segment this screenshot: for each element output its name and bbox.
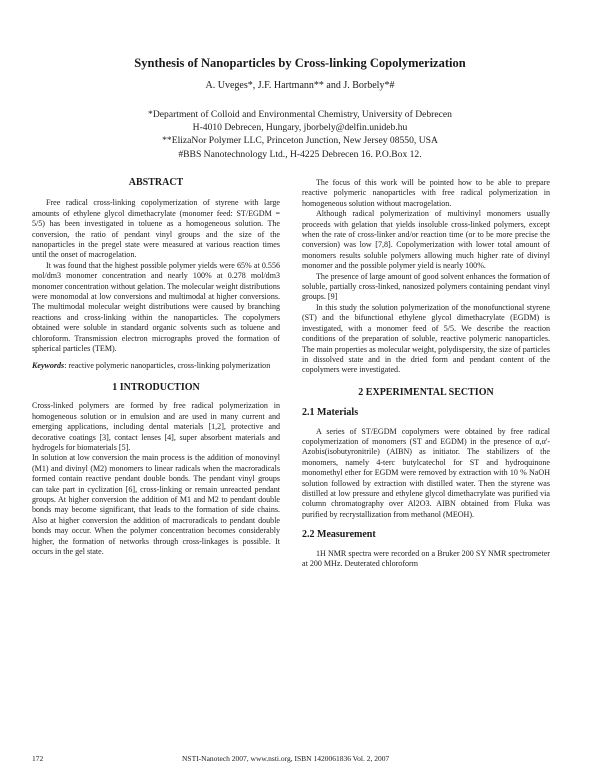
keywords [32, 361, 280, 371]
section-heading-experimental: 2 EXPERIMENTAL SECTION [358, 386, 494, 398]
keywords-label: Keywords [32, 360, 65, 370]
subsection-heading-materials: 2.1 Materials [302, 407, 359, 419]
intro-paragraph: In solution at low conversion the main process is the addition of monovinyl (M1) and divinyl (M2) monomers to linear radicals when the macroradicals formed contain reactive pendant double bonds. The pendant vinyl groups can take part in cyclization [6], cross-linking or remain unreacted pendant groups. At higher conversion the addition of M1 and M2 to pendant double bonds may become significant, that leads to the formation of side chains. Also at higher conversion the addition of macroradicals to pendant double bonds may occur. When the polymer concentration becomes considerably higher, the formation of networks through cross-linkages is possible. It occurs in the gel state. [32, 453, 280, 556]
body-paragraph: The focus of this work will be pointed how to be able to prepare reactive polymeric nanoparticles with free radical polymerization in homogeneous solution without macrogelation. [302, 178, 550, 208]
keywords-text: : reactive polymeric nanoparticles, cross-linking polymerization [64, 360, 271, 370]
abstract-paragraph: It was found that the highest possible polymer yields were 65% at 0.556 mol/dm3 monomer concentration and nearly 100% at 0.278 mol/dm3 monomer concentration without gelation. The molecular weight distributions were monomodal at low conversions and multimodal at higher conversions. The multimodal molecular weight distributions were caused by branching reactions and cross-linking within the nanoparticles. The copolymers obtained were soluble in standard organic solvents such as toluene and chloroform. Transmission electron micrographs proved the formation of spherical particles (TEM). [32, 260, 280, 354]
body-paragraph: In this study the solution polymerization of the monofunctional styrene (ST) and the bifunctional ethylene glycol dimethacrylate (EGDM) is investigated, with a monomer feed of 5/5. We describe the reaction conditions of the preparation of soluble, reactive polymeric nanoparticles. The main properties as molecular weight, polydispersity, the size of particles in dissolved state and in the dried form and pendant content of the copolymers were investigated. [302, 302, 550, 375]
footer-citation: NSTI-Nanotech 2007, www.nsti.org, ISBN 1420061836 Vol. 2, 2007 [182, 754, 390, 763]
materials-paragraph: A series of ST/EGDM copolymers were obtained by free radical copolymerization of monomers (ST and EGDM) in the presence of α,α'- Azobis(isobutyronitrile) (AIBN) as initiator. The stabilizers of the monomers, namely 4-terc butylcatechol for ST and hydroquinone monomethyl ether for EGDM were removed by extraction with 10 % NaOH solution followed by extraction with distilled water. Then the styrene was distilled at low pressure and ethylene glycol dimethacrylate was purified via column chromatography over Al2O3. AIBN obtained from Fluka was purified by recrystallization from methanol (MEOH). [302, 426, 550, 519]
affiliations [0, 108, 600, 161]
measurement-paragraph: 1H NMR spectra were recorded on a Bruker 200 SY NMR spectrometer at 200 MHz. Deuterated chloroform [302, 548, 550, 568]
section-heading-introduction: 1 INTRODUCTION [112, 381, 200, 393]
body-paragraph: Although radical polymerization of multivinyl monomers usually proceeds with gelation that yields insoluble cross-linked polymers, except when the rate of cross-linker and/or reaction time (or to be more precise the conversion) was low [7,8]. Copolymerization with lower total amount of monomers results soluble polymers allowing much higher rate of divinyl monomer and the possible polymer yield is nearly 100%. [302, 209, 550, 271]
paper-title: Synthesis of Nanoparticles by Cross-linking Copolymerization [134, 56, 466, 70]
subsection-heading-measurement: 2.2 Measurement [302, 529, 376, 541]
affiliation-line: **ElizaNor Polymer LLC, Princeton Junction, New Jersey 08550, USA [162, 135, 438, 147]
left-column [32, 178, 280, 557]
abstract-paragraph: Free radical cross-linking copolymerization of styrene with large amounts of ethylene glycol dimethacrylate (monomer feed: ST/EGDM = 5/5) has been investigated in toluene as a homogeneous solution. The conversion, the ratio of pendant vinyl groups and the size of the nanoparticles in the pregel state were measured at various reaction times until the onset of macrogelation. [32, 198, 280, 260]
abstract-heading: ABSTRACT [128, 177, 184, 188]
affiliation-line: #BBS Nanotechnology Ltd., H-4225 Debrecen 16. P.O.Box 12. [178, 148, 422, 160]
affiliation-line: H-4010 Debrecen, Hungary, jborbely@delfin.unideb.hu [192, 122, 408, 134]
page-number: 172 [32, 754, 44, 763]
authors: A. Uveges*, J.F. Hartmann** and J. Borbely*# [205, 80, 395, 91]
intro-paragraph: Cross-linked polymers are formed by free radical polymerization in homogeneous solution or in emulsion and are used in many current and emerging applications, including dental materials [1,2], protective and decorative coatings [3], contact lenses [4], super absorbent materials and hydrogels for biomaterials [5]. [32, 401, 280, 452]
affiliation-line: *Department of Colloid and Environmental Chemistry, University of Debrecen [148, 109, 452, 120]
body-paragraph: The presence of large amount of good solvent enhances the formation of soluble, partially cross-linked, nanosized polymers containing pendant vinyl groups. [9] [302, 271, 550, 302]
right-column [302, 178, 550, 569]
